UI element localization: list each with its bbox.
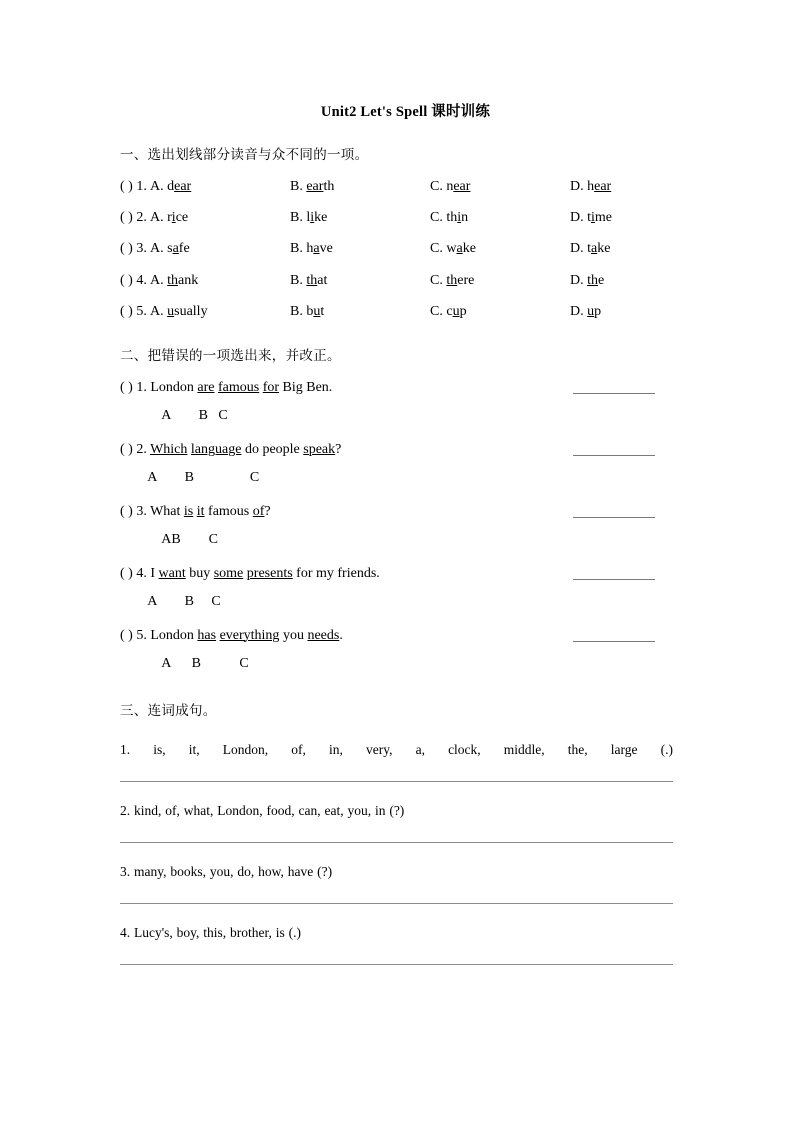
phonics-option[interactable] [570,273,604,289]
phonics-question-row [120,210,673,241]
phonics-option[interactable] [290,273,327,289]
option-word-suffix: ank [178,272,199,288]
option-label: C. [430,179,443,194]
spacer [120,163,673,179]
phonics-option[interactable] [570,241,610,257]
section-heading-three: 三、连词成句。 [120,702,217,719]
question-marker[interactable]: ( ) 5. [120,627,147,643]
sentence-segment: for my friends. [292,565,380,581]
option-word-suffix: fe [178,241,190,257]
underlined-segment[interactable]: presents [246,565,293,581]
option-word-suffix: n [461,210,469,226]
phonics-option[interactable] [150,241,190,257]
error-correction-item [120,504,673,566]
phonics-option[interactable] [290,210,327,226]
option-word-prefix: t [587,241,592,257]
option-underlined-part: u [452,303,460,319]
underlined-segment[interactable]: needs [307,627,340,643]
question-marker[interactable]: ( ) 3. [120,241,147,257]
underlined-segment[interactable]: is [183,503,194,519]
option-underlined-part: ear [306,179,324,194]
option-label: C. [430,272,443,288]
sentence-segment: ? [335,441,342,457]
choice-letters: AB C [120,531,219,547]
underlined-segment[interactable]: want [158,565,186,581]
answer-blank-line[interactable] [573,517,655,518]
option-underlined-part: i [310,210,315,226]
option-word-prefix: b [306,303,314,319]
underlined-segment[interactable]: some [213,565,244,581]
sentence-segment: London [150,379,198,395]
option-word-prefix: r [167,210,172,226]
option-label: B. [290,303,303,319]
option-word-suffix: me [594,210,613,226]
spacer [120,719,673,735]
option-label: B. [290,241,303,257]
spacer [120,904,673,918]
spacer [120,948,673,964]
option-underlined-part: ear [453,179,471,194]
spacer [120,887,673,903]
option-label: A. [150,179,164,194]
option-word-suffix: ke [597,241,611,257]
item-number: 3. [120,863,131,879]
option-underlined-part: i [171,210,176,226]
phonics-option[interactable] [150,210,188,226]
scrambled-words: Lucy's, boy, this, brother, is (.) [134,924,301,940]
option-label: A. [150,210,164,226]
option-word-prefix: th [446,210,458,226]
option-label: D. [570,303,584,319]
option-label: B. [290,210,303,226]
option-word-prefix: s [167,241,173,257]
option-word-suffix: ke [314,210,328,226]
option-underlined-part: th [167,272,179,288]
option-underlined-part: u [313,303,321,319]
answer-blank-line[interactable] [573,393,655,394]
option-label: D. [570,210,584,226]
scrambled-words: kind, of, what, London, food, can, eat, you, in (?) [134,802,405,818]
scrambled-words: is, it, London, of, in, very, a, clock, middle, the, large (.) [153,741,673,757]
question-marker[interactable]: ( ) 4. [120,272,147,288]
question-marker[interactable]: ( ) 3. [120,503,147,519]
sentence-segment: do people [241,441,304,457]
option-underlined-part: th [587,272,599,288]
spacer [120,335,673,344]
sentence-segment: . [339,627,343,643]
option-word-prefix: c [446,303,453,319]
phonics-option[interactable] [430,210,468,226]
error-correction-item [120,380,673,442]
question-marker[interactable]: ( ) 1. [120,179,147,194]
option-word-suffix: sually [174,303,208,319]
option-underlined-part: i [457,210,462,226]
phonics-option[interactable] [150,179,191,195]
phonics-option[interactable] [430,241,476,257]
option-underlined-part: u [167,303,175,319]
phonics-option[interactable] [570,210,612,226]
sentence-segment: you [279,627,308,643]
spacer [120,121,673,143]
phonics-option[interactable] [430,179,470,195]
option-underlined-part: th [446,272,458,288]
error-sentence [120,380,332,396]
option-word-suffix: th [323,179,335,194]
error-sentence [120,566,380,582]
option-underlined-part: i [591,210,595,226]
option-underlined-part: a [313,241,320,257]
sentence-segment: famous [204,503,253,519]
underlined-segment[interactable]: Which [150,441,188,457]
sentence-segment: buy [185,565,214,581]
error-sentence [120,504,271,520]
underlined-segment[interactable]: speak [303,441,336,457]
phonics-option[interactable] [150,273,198,289]
word-order-item [120,735,673,765]
option-underlined-part: a [456,241,463,257]
underlined-segment[interactable]: has [197,627,217,643]
sentence-segment: Big Ben. [279,379,333,395]
worksheet-content [120,100,673,979]
item-number: 4. [120,924,131,940]
error-correction-item [120,566,673,628]
spacer [120,765,673,781]
word-order-item [120,796,673,826]
item-number: 2. [120,802,131,818]
option-label: D. [570,179,584,194]
option-word-prefix: n [446,179,454,194]
option-word-prefix: t [587,210,592,226]
option-word-prefix: h [587,179,595,194]
spacer [120,364,673,380]
option-label: C. [430,241,443,257]
word-order-item [120,918,673,948]
question-marker[interactable]: ( ) 5. [120,303,147,319]
scrambled-words: many, books, you, do, how, have (?) [134,863,333,879]
option-word-prefix: l [306,210,311,226]
underlined-segment[interactable]: of [252,503,265,519]
option-label: B. [290,179,303,194]
option-underlined-part: ear [174,179,192,194]
choice-letters: A B C [120,407,228,423]
option-underlined-part: u [587,303,595,319]
option-word-suffix: p [459,303,467,319]
choice-letters: A B C [120,469,260,485]
sentence-segment: What [150,503,184,519]
option-word-suffix: p [594,303,602,319]
option-word-suffix: at [317,272,328,288]
choice-letters: A B C [120,593,221,609]
answer-blank-line[interactable] [573,641,655,642]
underlined-segment[interactable]: for [262,379,280,395]
underlined-segment[interactable]: are [197,379,215,395]
option-word-suffix: e [598,272,605,288]
option-underlined-part: a [172,241,179,257]
option-word-prefix: h [306,241,314,257]
spacer [120,965,673,979]
word-order-list [120,735,673,979]
item-number: 1. [120,741,131,757]
option-label: C. [430,210,443,226]
option-underlined-part: ear [594,179,612,194]
phonics-option[interactable] [290,241,333,257]
phonics-option[interactable] [430,273,474,289]
spacer [120,826,673,842]
spacer [120,843,673,857]
option-word-prefix: w [446,241,457,257]
phonics-option[interactable] [150,304,208,320]
question-marker[interactable]: ( ) 2. [120,441,147,457]
page-title: Unit2 Let's Spell 课时训练 [320,104,491,120]
phonics-question-row [120,273,673,304]
error-correction-item [120,442,673,504]
option-word-suffix: t [320,303,325,319]
sentence-segment: ? [264,503,271,519]
underlined-segment[interactable]: famous [217,379,260,395]
option-word-suffix: ke [462,241,476,257]
option-underlined-part: th [306,272,318,288]
phonics-question-row [120,179,673,210]
error-correction-item [120,628,673,690]
option-label: C. [430,303,443,319]
option-label: A. [150,303,164,319]
underlined-segment[interactable]: everything [219,627,280,643]
section-heading-two: 二、把错误的一项选出来，并改正。 [120,347,341,364]
phonics-option[interactable] [570,179,611,195]
answer-blank-line[interactable] [573,579,655,580]
word-order-item [120,857,673,887]
question-marker[interactable]: ( ) 4. [120,565,147,581]
choice-letters: A B C [120,655,249,671]
question-marker[interactable]: ( ) 2. [120,210,147,226]
spacer [120,690,673,699]
option-label: B. [290,272,303,288]
section-heading-one: 一、选出划线部分读音与众不同的一项。 [120,147,369,163]
sentence-segment: I [150,565,159,581]
phonics-option[interactable] [430,304,467,320]
option-underlined-part: a [591,241,598,257]
phonics-question-row [120,304,673,335]
phonics-option[interactable] [290,304,324,320]
sentence-segment: London [150,627,198,643]
underlined-segment[interactable]: language [190,441,242,457]
error-sentence [120,442,341,458]
phonics-option[interactable] [570,304,601,320]
error-correction-list [120,380,673,690]
option-label: D. [570,272,584,288]
option-word-suffix: ere [457,272,475,288]
option-word-suffix: ce [175,210,189,226]
error-sentence [120,628,343,644]
answer-blank-line[interactable] [573,455,655,456]
phonics-option[interactable] [290,179,334,195]
option-word-suffix: ve [319,241,333,257]
option-word-prefix: d [167,179,175,194]
phonics-choice-list [120,179,673,335]
underlined-segment[interactable]: it [196,503,205,519]
spacer [120,782,673,796]
option-label: A. [150,241,164,257]
option-label: D. [570,241,584,257]
option-label: A. [150,272,164,288]
question-marker[interactable]: ( ) 1. [120,379,147,395]
phonics-question-row [120,241,673,272]
